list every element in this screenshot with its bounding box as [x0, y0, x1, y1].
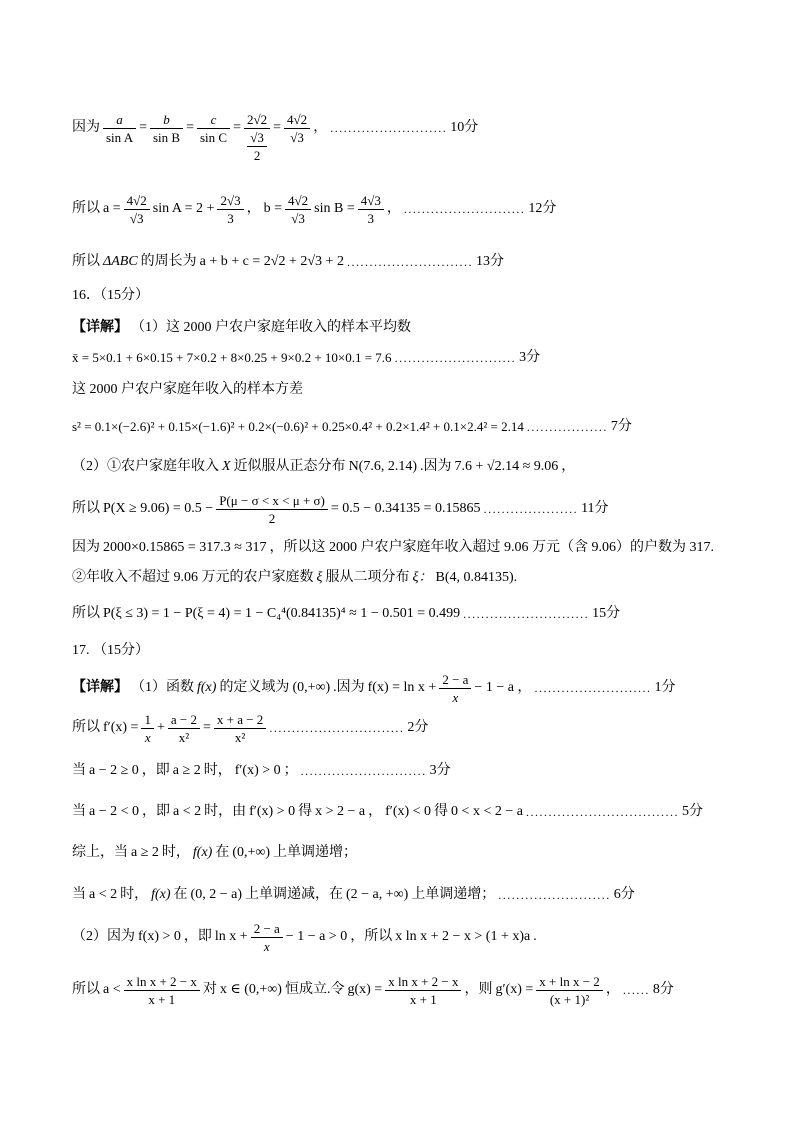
text-segment: ，即	[142, 804, 171, 819]
numerator: x ln x + 2 − x	[388, 973, 459, 989]
math-expression: − 1 − a > 0	[285, 929, 348, 944]
text-segment: 得	[298, 804, 313, 819]
denominator: √3	[285, 209, 311, 226]
text-segment: 所以	[72, 606, 100, 621]
dot-leader: ......	[622, 983, 650, 997]
text-segment: ，所以这 2000 户农户家庭年收入超过 9.06 万元（含 9.06）的户数为 317.	[269, 540, 714, 555]
fraction	[385, 974, 461, 1007]
detail-tag: 【详解】	[72, 320, 128, 335]
math-expression: = 0.5 − 0.34135 = 0.15865	[330, 501, 481, 516]
text-segment: 近似服从正态分布	[233, 459, 346, 474]
math-expression: − 1 − a ，	[474, 680, 532, 695]
math-expression: (0, 2 − a)	[190, 887, 242, 902]
text-segment: 当	[72, 887, 86, 902]
fraction	[197, 112, 230, 145]
dot-leader: ..............................	[269, 721, 405, 735]
math-expression: f(x) > 0	[138, 929, 181, 944]
fraction	[214, 712, 266, 745]
text-segment: 当	[72, 804, 86, 819]
text-segment: 在	[173, 887, 188, 902]
math-expression: f′(x) < 0	[385, 804, 432, 819]
score-label: 11分	[581, 501, 609, 516]
math-expression: a < 2	[89, 887, 118, 902]
text-segment: .因为	[420, 459, 452, 474]
text-segment: 在	[215, 845, 230, 860]
text-segment: （1）函数	[131, 680, 194, 695]
numerator: a − 2	[170, 711, 197, 727]
denominator: x	[251, 937, 283, 954]
dot-leader: ...........................	[403, 202, 526, 216]
denominator: sin B	[150, 128, 183, 145]
math-expression: =	[233, 120, 241, 135]
text-segment: 所以	[72, 720, 100, 735]
text-segment: 所以	[72, 254, 100, 269]
text-segment: ②年收入不超过 9.06 万元的农户家庭数	[72, 570, 314, 585]
denominator: x²	[168, 728, 200, 745]
denominator: x	[439, 688, 471, 705]
math-expression: =	[273, 120, 282, 135]
text-segment: ，	[368, 804, 383, 819]
fraction	[536, 974, 603, 1007]
numerator: b	[163, 111, 170, 127]
numerator: 4√2	[126, 192, 147, 208]
dot-leader: ..................	[526, 420, 608, 434]
fraction	[439, 672, 471, 705]
math-expression: a <	[103, 982, 121, 997]
math-expression: f(x)	[197, 680, 217, 695]
denominator	[244, 128, 270, 163]
score-label: 5分	[681, 804, 703, 819]
math-expression: g(x) =	[347, 982, 383, 997]
math-expression: 7.6 + √2.14 ≈ 9.06	[454, 459, 559, 474]
text-segment: 因为	[72, 540, 100, 555]
text-segment: 恒成立.令	[284, 982, 345, 997]
text-segment: 时，	[161, 845, 190, 860]
numerator: x + a − 2	[216, 711, 264, 727]
math-expression: 2000×0.15865 = 317.3 ≈ 317	[103, 540, 267, 555]
section-heading: 17. （15分）	[72, 643, 149, 658]
numerator: x + ln x − 2	[539, 973, 600, 989]
math-expression: sin A = 2 +	[152, 201, 215, 216]
denominator: 2	[247, 146, 267, 163]
text-segment: ，则	[464, 982, 493, 997]
text-segment: 所以	[72, 982, 100, 997]
math-expression: (2 − a, +∞)	[345, 887, 409, 902]
text-segment: 所以	[72, 501, 100, 516]
text-segment: （2）因为	[72, 929, 135, 944]
score-label: 1分	[654, 680, 676, 695]
denominator: x²	[214, 728, 266, 745]
math-expression: P(X ≥ 9.06) = 0.5 −	[103, 501, 214, 516]
text-segment: 所以	[72, 201, 100, 216]
math-expression: ΔABC	[103, 254, 138, 269]
math-expression: s² = 0.1×(−2.6)² + 0.15×(−1.6)² + 0.2×(−0.6)² + 0.25×0.4² + 0.2×1.4² + 0.1×2.4² = 2.14	[72, 419, 524, 434]
numerator: a	[116, 111, 123, 127]
numerator: 4√2	[288, 192, 309, 208]
numerator: c	[210, 111, 217, 127]
math-expression: (0,+∞)	[292, 680, 331, 695]
numerator: 4√2	[287, 111, 308, 127]
numerator: P(μ − σ < x < μ + σ)	[219, 492, 325, 508]
dot-leader: ..........................	[330, 121, 448, 135]
math-expression: a ≥ 2	[131, 845, 159, 860]
denominator: x	[141, 728, 154, 745]
fraction	[251, 921, 283, 954]
score-label: 7分	[610, 419, 632, 434]
score-label: 15分	[592, 606, 621, 621]
math-expression: g′(x) =	[495, 982, 534, 997]
math-expression: f′(x) > 0	[249, 804, 296, 819]
dot-leader: .....................	[483, 502, 579, 516]
math-expression: ln x +	[214, 929, 248, 944]
text-segment: ，	[561, 459, 576, 474]
score-label: 10分	[450, 120, 479, 135]
math-expression: b =	[263, 201, 282, 216]
denominator: 3	[358, 209, 384, 226]
numerator: 2√3	[220, 192, 241, 208]
math-expression: (0,+∞)	[232, 845, 271, 860]
fraction	[150, 112, 183, 145]
math-expression: P(ξ ≤ 3) = 1 − P(ξ = 4) = 1 − C₄⁴(0.84135)⁴ ≈ 1 − 0.501 = 0.499	[103, 606, 461, 621]
fraction	[141, 712, 154, 745]
denominator: 2	[216, 509, 328, 526]
fraction	[124, 974, 200, 1007]
fraction	[285, 193, 311, 226]
math-expression: ξ：	[412, 570, 433, 585]
score-label: 3分	[429, 763, 451, 778]
math-expression: x̄ = 5×0.1 + 6×0.15 + 7×0.2 + 8×0.25 + 9×0.2 + 10×0.1 = 7.6	[72, 350, 392, 365]
denominator: 3	[217, 209, 243, 226]
math-expression: sin B =	[314, 201, 355, 216]
text-segment: 这 2000 户农户家庭年收入的样本方差	[72, 382, 303, 397]
numerator: 1	[144, 711, 151, 727]
numerator: 4√3	[360, 192, 381, 208]
fraction	[217, 193, 243, 226]
fraction	[247, 130, 267, 163]
text-segment: 时，	[120, 887, 149, 902]
math-expression: a − 2 < 0	[89, 804, 140, 819]
text-segment: ；	[283, 763, 298, 778]
math-expression: +	[156, 720, 165, 735]
text-segment: .	[533, 929, 537, 944]
math-expression: =	[139, 120, 147, 135]
math-expression: a − 2 ≥ 0	[89, 763, 139, 778]
math-expression: a =	[103, 201, 121, 216]
text-segment: 的周长为	[140, 254, 197, 269]
dot-leader: ............................	[300, 764, 427, 778]
score-label: 12分	[528, 201, 557, 216]
math-expression: x > 2 − a	[315, 804, 366, 819]
text-segment: ，	[386, 201, 401, 216]
math-expression: f(x)	[151, 887, 171, 902]
numerator: 2 − a	[253, 920, 280, 936]
numerator: x ln x + 2 − x	[126, 973, 197, 989]
text-segment: 上单调递减，在	[244, 887, 343, 902]
math-expression: 0 < x < 2 − a	[451, 804, 523, 819]
numerator: 2 − a	[442, 671, 469, 687]
score-label: 13分	[475, 254, 504, 269]
math-expression: a < 2	[173, 804, 202, 819]
math-expression: f(x) = ln x +	[367, 680, 437, 695]
math-expression: a + b + c = 2√2 + 2√3 + 2	[199, 254, 344, 269]
numerator: √3	[250, 130, 264, 145]
text-segment: ，即	[183, 929, 212, 944]
math-expression: ξ	[316, 570, 323, 585]
denominator: √3	[124, 209, 150, 226]
score-label: 3分	[519, 350, 541, 365]
text-segment: 时，	[203, 763, 232, 778]
score-label: 6分	[613, 887, 635, 902]
dot-leader: ............................	[346, 255, 473, 269]
text-segment: （1）这 2000 户农户家庭年收入的样本平均数	[131, 320, 411, 335]
score-label: 2分	[407, 720, 429, 735]
text-segment: ，	[313, 120, 328, 135]
math-expression: N(7.6, 2.14)	[348, 459, 417, 474]
text-segment: .因为	[333, 680, 365, 695]
text-segment: 的定义域为	[219, 680, 290, 695]
fraction	[103, 112, 136, 145]
text-segment: 上单调递增；	[411, 887, 496, 902]
denominator: sin A	[103, 128, 136, 145]
fraction	[168, 712, 200, 745]
fraction	[284, 112, 310, 145]
dot-leader: ..........................	[534, 681, 652, 695]
text-segment: 对	[202, 982, 217, 997]
fraction	[244, 93, 270, 163]
text-segment: ，所以	[350, 929, 393, 944]
text-segment: 因为	[72, 120, 100, 135]
math-expression: =	[202, 720, 211, 735]
math-expression: f(x)	[192, 845, 213, 860]
text-segment: 服从二项分布	[325, 570, 410, 585]
fraction	[216, 493, 328, 526]
dot-leader: ............................	[463, 607, 590, 621]
text-segment: 时，由	[204, 804, 247, 819]
fraction	[124, 193, 150, 226]
denominator: x + 1	[385, 990, 461, 1007]
math-expression: a ≥ 2	[172, 763, 201, 778]
denominator: (x + 1)²	[536, 990, 603, 1007]
dot-leader: .........................	[498, 888, 611, 902]
dot-leader: ..................................	[525, 805, 679, 819]
text-segment: ，	[246, 201, 261, 216]
denominator: sin C	[197, 128, 230, 145]
math-expression: x ∈ (0,+∞)	[219, 982, 282, 997]
denominator: x + 1	[124, 990, 200, 1007]
fraction	[358, 193, 384, 226]
math-expression: X	[222, 459, 231, 474]
denominator: √3	[284, 128, 310, 145]
text-segment: （2）①农户家庭年收入	[72, 459, 219, 474]
math-expression: x ln x + 2 − x > (1 + x)a	[395, 929, 531, 944]
text-segment: ，即	[141, 763, 170, 778]
dot-leader: ...........................	[394, 351, 517, 365]
score-label: 8分	[652, 982, 674, 997]
text-segment: 综上，当	[72, 845, 128, 860]
math-expression: =	[186, 120, 194, 135]
math-expression: f′(x) =	[103, 720, 139, 735]
text-segment: 得	[434, 804, 449, 819]
math-expression: B(4, 0.84135).	[435, 570, 518, 585]
text-segment: 当	[72, 763, 86, 778]
section-heading: 16．（15分）	[72, 288, 149, 303]
math-expression: f′(x) > 0	[234, 763, 281, 778]
text-segment: ，	[605, 982, 620, 997]
numerator: 2√2	[247, 112, 268, 127]
detail-tag: 【详解】	[72, 680, 128, 695]
text-segment: 上单调递增；	[273, 845, 358, 860]
